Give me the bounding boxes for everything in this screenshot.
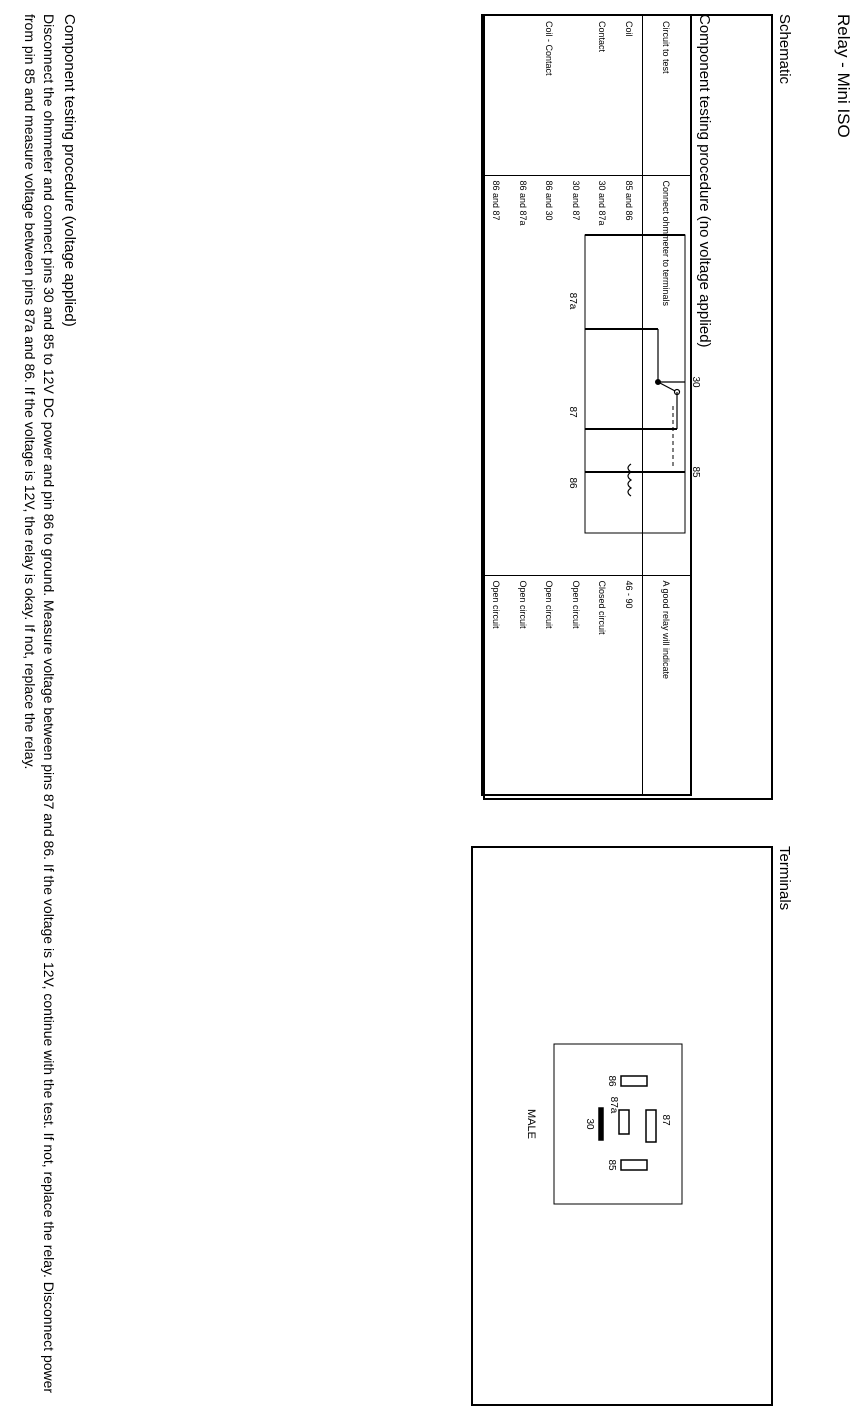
terminal-30-pin	[599, 1108, 603, 1140]
table-row	[536, 15, 562, 795]
circuit-cell	[563, 15, 589, 175]
voltage-applied-instructions: Disconnect the ohmmeter and connect pins 30 and 85 to 12V DC power and pin 86 to ground. Measure voltage between pins 87 and 86. If the voltage is 12V, continue with the test. If not, replace the relay. Disconnect power from pin 85 and measure voltage between pins 87a and 86. If the voltage is 12V, the relay is okay. If not, replace the relay.	[22, 14, 57, 1394]
column-header: A good relay will indicate	[643, 575, 692, 795]
result-cell: Open circuit	[563, 575, 589, 795]
circuit-cell: Coil - Contact	[536, 15, 562, 175]
schematic-heading: Schematic	[776, 14, 793, 85]
column-header: Connect ohmmeter to terminals	[643, 175, 692, 575]
result-cell: Closed circuit	[589, 575, 615, 795]
table-row	[510, 15, 536, 795]
terminals-cell: 86 and 87	[482, 175, 510, 575]
result-cell: Open circuit	[536, 575, 562, 795]
terminals-cell: 30 and 87	[563, 175, 589, 575]
circuit-cell	[510, 15, 536, 175]
result-cell: Open circuit	[482, 575, 510, 795]
table-row	[589, 15, 615, 795]
terminal-86-pin	[621, 1076, 647, 1086]
result-cell: 46 - 90	[615, 575, 642, 795]
table-row	[482, 15, 510, 795]
terminal-label-87: 87	[660, 1114, 671, 1126]
terminal-label-87a: 87a	[608, 1096, 619, 1114]
terminal-87-pin	[646, 1110, 656, 1142]
page-title: Relay - Mini ISO	[834, 14, 853, 138]
relay-terminals-diagram	[473, 848, 771, 1404]
circuit-cell: Coil	[615, 15, 642, 175]
schematic-pin-85: 85	[690, 466, 701, 478]
terminal-85-pin	[621, 1160, 647, 1170]
schematic-pin-86: 86	[567, 477, 578, 489]
terminal-87a-pin	[619, 1110, 629, 1134]
terminals-cell: 30 and 87a	[589, 175, 615, 575]
circuit-cell: Contact	[589, 15, 615, 175]
terminals-cell: 86 and 87a	[510, 175, 536, 575]
table-header-row	[643, 15, 692, 795]
table-row	[615, 15, 642, 795]
voltage-applied-heading: Component testing procedure (voltage applied)	[61, 14, 78, 327]
circuit-cell	[482, 15, 510, 175]
terminal-label-86: 86	[606, 1075, 617, 1087]
terminal-label-30: 30	[584, 1118, 595, 1130]
schematic-pin-87: 87	[567, 406, 578, 418]
terminal-gender-label: MALE	[525, 1109, 537, 1139]
schematic-pin-30: 30	[690, 376, 701, 388]
terminals-cell: 85 and 86	[615, 175, 642, 575]
ohmmeter-test-table	[481, 14, 692, 796]
schematic-pin-87a: 87a	[567, 292, 578, 310]
result-cell: Open circuit	[510, 575, 536, 795]
table-row	[563, 15, 589, 795]
terminal-label-85: 85	[606, 1159, 617, 1171]
terminals-cell: 86 and 30	[536, 175, 562, 575]
terminals-heading: Terminals	[776, 846, 793, 911]
column-header: Circuit to test	[643, 15, 692, 175]
terminals-panel	[471, 846, 773, 1406]
no-voltage-heading: Component testing procedure (no voltage applied)	[696, 14, 713, 348]
